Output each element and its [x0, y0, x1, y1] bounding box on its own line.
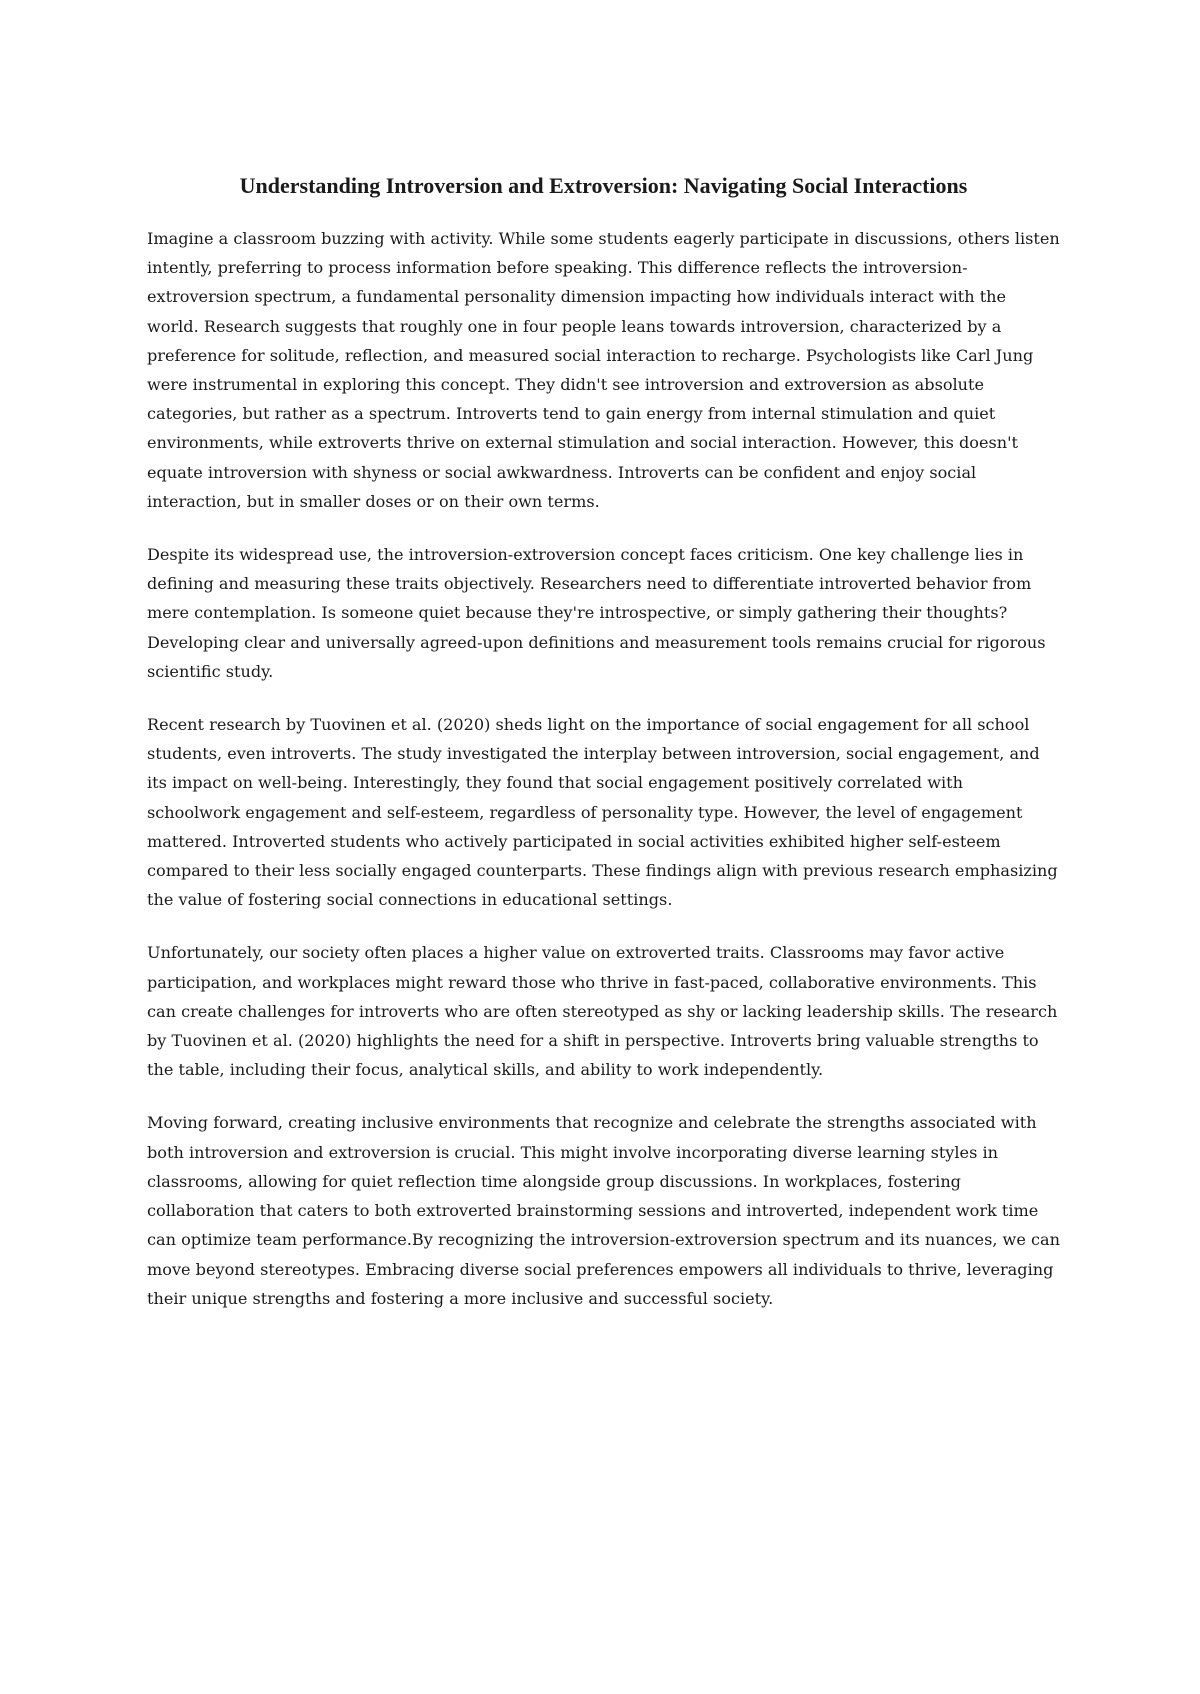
paragraph-3: Recent research by Tuovinen et al. (2020) sheds light on the importance of social engagement for all school students, even introverts. The study investigated the interplay between introversion, social engagement, and its impact on well-being. Interestingly, they found that social engagement positively correlated with schoolwork engagement and self-esteem, regardless of personality type. However, the level of engagement mattered. Introverted students who actively participated in social activities exhibited higher self-esteem compared to their less socially engaged counterparts. These findings align with previous research emphasizing the value of fostering social connections in educational settings.: [147, 715, 1058, 910]
paragraph-2: Despite its widespread use, the introversion-extroversion concept faces criticism. One key challenge lies in defining and measuring these traits objectively. Researchers need to differentiate introverted behavior from mere contemplation. Is someone quiet because they're introspective, or simply gathering their thoughts? Developing clear and universally agreed-upon definitions and measurement tools remains crucial for rigorous scientific study.: [147, 545, 1046, 681]
paragraph-4: Unfortunately, our society often places a higher value on extroverted traits. Classrooms may favor active participation, and workplaces might reward those who thrive in fast-paced, collaborative environments. This can create challenges for introverts who are often stereotyped as shy or lacking leadership skills. The research by Tuovinen et al. (2020) highlights the need for a shift in perspective. Introverts bring valuable strengths to the table, including their focus, analytical skills, and ability to work independently.: [147, 943, 1058, 1080]
document-title: Understanding Introversion and Extroversion: Navigating Social Interactions: [239, 173, 968, 198]
paragraph-1: Imagine a classroom buzzing with activity. While some students eagerly participate in discussions, others listen intently, preferring to process information before speaking. This difference reflects the introversion-extroversion spectrum, a fundamental personality dimension impacting how individuals interact with the world. Research suggests that roughly one in four people leans towards introversion, characterized by a preference for solitude, reflection, and measured social interaction to recharge. Psychologists like Carl Jung were instrumental in exploring this concept. They didn't see introversion and extroversion as absolute categories, but rather as a spectrum. Introverts tend to gain energy from internal stimulation and quiet environments, while extroverts thrive on external stimulation and social interaction. However, this doesn't equate introversion with shyness or social awkwardness. Introverts can be confident and enjoy social interaction, but in smaller doses or on their own terms.: [147, 229, 1060, 511]
paragraph-5: Moving forward, creating inclusive environments that recognize and celebrate the strengths associated with both introversion and extroversion is crucial. This might involve incorporating diverse learning styles in classrooms, allowing for quiet reflection time alongside group discussions. In workplaces, fostering collaboration that caters to both extroverted brainstorming sessions and introverted, independent work time can optimize team performance.By recognizing the introversion-extroversion spectrum and its nuances, we can move beyond stereotypes. Embracing diverse social preferences empowers all individuals to thrive, leveraging their unique strengths and fostering a more inclusive and successful society.: [147, 1113, 1060, 1308]
